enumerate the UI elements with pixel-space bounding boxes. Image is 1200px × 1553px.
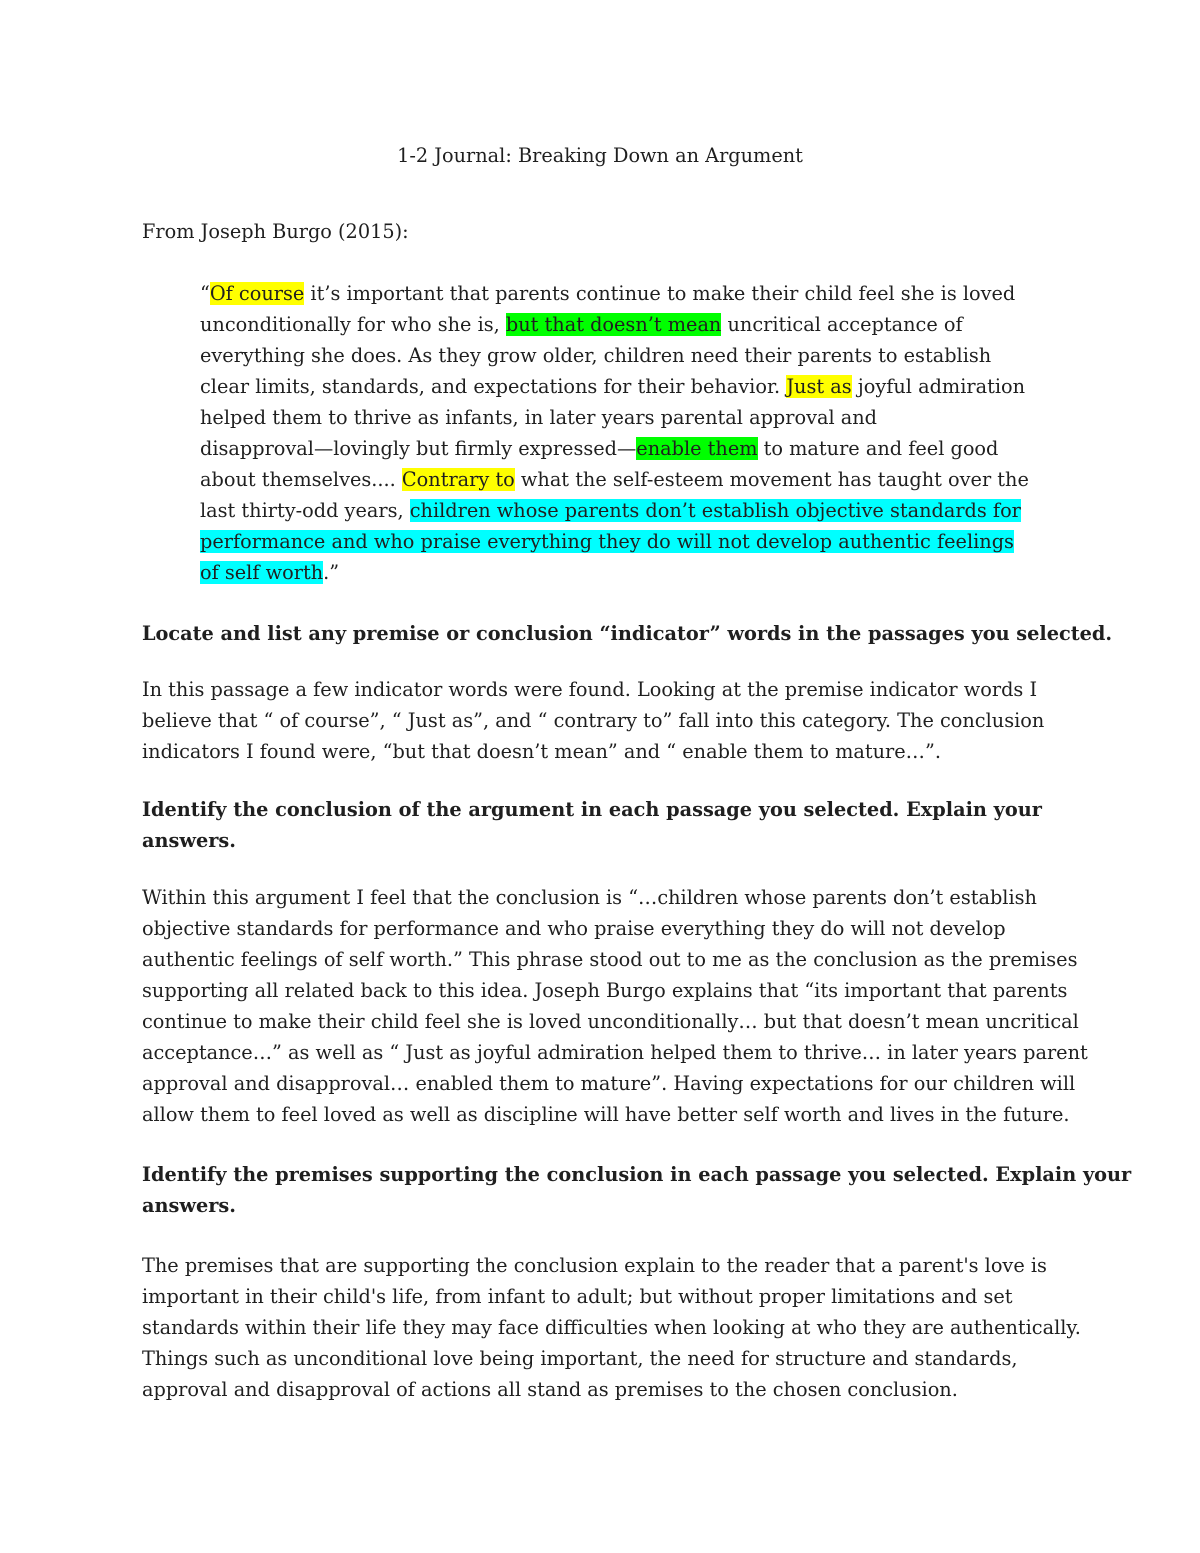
answer-line: objective standards for performance and who praise everything they do will not develop [142,917,1006,940]
quote-text: .” [323,561,340,584]
document-title: 1-2 Journal: Breaking Down an Argument [397,144,803,167]
question-line: Identify the conclusion of the argument in each passage you selected. Explain your [142,798,1042,821]
question-line: answers. [142,829,236,852]
question-line: answers. [142,1194,236,1217]
quote-text: it’s important that parents continue to make their child feel she is loved [304,282,1016,305]
answer-line: Things such as unconditional love being important, the need for structure and standards, [142,1347,1018,1370]
question-1 [142,618,1113,649]
conclusion-highlight-cyan: of self worth [200,561,324,584]
indicator-highlight-yellow: Contrary to [401,468,515,491]
answer-line: The premises that are supporting the conclusion explain to the reader that a parent's love is [142,1254,1047,1277]
answer-line: indicators I found were, “but that doesn’t mean” and “ enable them to mature…”. [142,740,941,763]
quote-line [200,371,1026,402]
quote-text: helped them to thrive as infants, in later years parental approval and [200,406,878,429]
quote-line [200,495,1021,526]
quote-text: joyful admiration [851,375,1026,398]
quote-text: disapproval—lovingly but firmly expressed— [200,437,637,460]
conclusion-highlight-cyan: performance and who praise everything they do will not develop authentic feelings [200,530,1014,553]
quote-line [200,402,1000,433]
indicator-highlight-green: enable them [636,437,758,460]
quoted-passage [200,278,1029,588]
quote-text: what the self-esteem movement has taught over the [514,468,1029,491]
quote-line [200,464,1029,495]
answer-line: allow them to feel loved as well as discipline will have better self worth and lives in the future. [142,1103,1070,1126]
quote-text: to mature and feel good [757,437,999,460]
answer-line: important in their child's life, from infant to adult; but without proper limitations and set [142,1285,1013,1308]
indicator-highlight-yellow: Of course [209,282,305,305]
quote-line [200,278,1016,309]
answer-line: approval and disapproval… enabled them to mature”. Having expectations for our children will [142,1072,1076,1095]
question-2 [142,794,1062,856]
answer-line: standards within their life they may face difficulties when looking at who they are authentically. [142,1316,1081,1339]
answer-line: acceptance…” as well as “ Just as joyful admiration helped them to thrive… in later years parent [142,1041,1088,1064]
indicator-highlight-yellow: Just as [786,375,852,398]
quote-text: clear limits, standards, and expectations for their behavior. [200,375,787,398]
quote-text: “ [200,282,210,305]
answer-line: continue to make their child feel she is loved unconditionally… but that doesn’t mean uncritical [142,1010,1079,1033]
answer-line: approval and disapproval of actions all stand as premises to the chosen conclusion. [142,1378,958,1401]
answer-line: In this passage a few indicator words were found. Looking at the premise indicator words I [142,678,1038,701]
answer-2 [142,882,1088,1130]
answer-line: authentic feelings of self worth.” This phrase stood out to me as the conclusion as the premises [142,948,1078,971]
quote-line [200,557,1000,588]
answer-3 [142,1250,1081,1405]
quote-text: last thirty-odd years, [200,499,410,522]
answer-line: believe that “ of course”, “ Just as”, and “ contrary to” fall into this category. The conclusion [142,709,1045,732]
quote-text: uncritical acceptance of [721,313,963,336]
quote-text: unconditionally for who she is, [200,313,506,336]
quote-line [200,433,1000,464]
conclusion-highlight-cyan: children whose parents don’t establish objective standards for [409,499,1021,522]
quote-text: about themselves.... [200,468,402,491]
question-line: Identify the premises supporting the conclusion in each passage you selected. Explain your [142,1163,1132,1186]
quote-line [200,309,1000,340]
indicator-highlight-green: but that doesn’t mean [505,313,722,336]
question-3 [142,1159,1132,1221]
answer-line: supporting all related back to this idea. Joseph Burgo explains that “its important that parents [142,979,1068,1002]
answer-1 [142,674,1062,767]
quote-text: everything she does. As they grow older, children need their parents to establish [200,344,992,367]
quote-line [200,340,1000,371]
quote-line [200,526,1014,557]
answer-line: Within this argument I feel that the conclusion is “…children whose parents don’t establish [142,886,1037,909]
source-attribution: From Joseph Burgo (2015): [142,220,409,243]
question-line: Locate and list any premise or conclusion “indicator” words in the passages you selected. [142,622,1113,645]
